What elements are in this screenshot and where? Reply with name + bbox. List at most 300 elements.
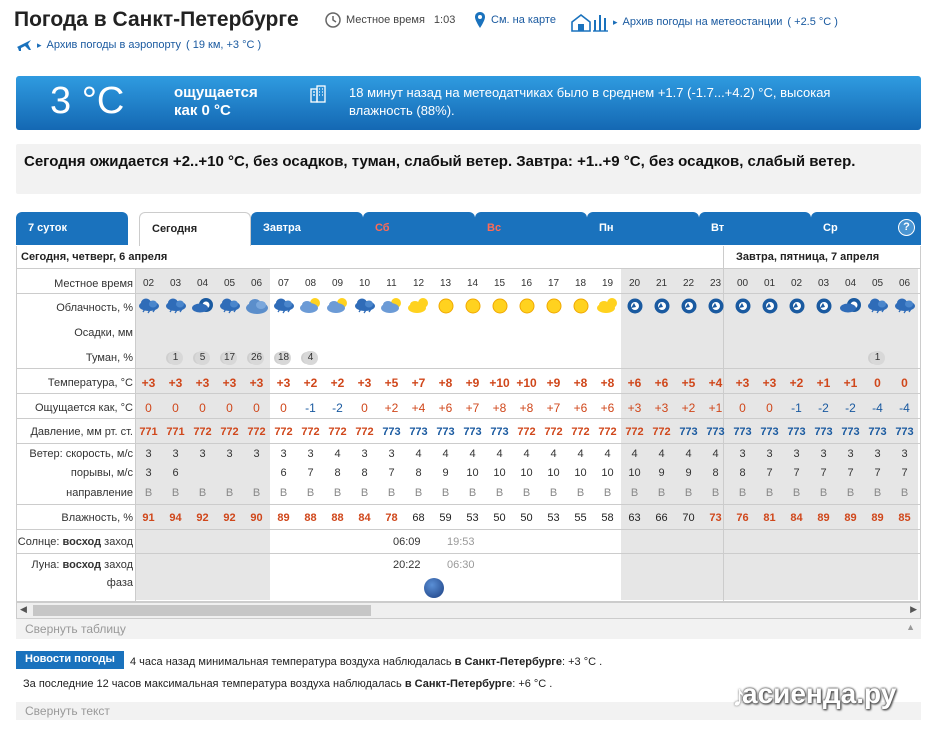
hour-cell: 06 (898, 278, 911, 289)
wind-speed-cell: 3 (766, 448, 773, 460)
humidity-cell: 50 (493, 512, 506, 524)
pressure-cell: 773 (382, 426, 401, 438)
temperature-cell: +9 (546, 376, 561, 390)
pressure-cell: 773 (841, 426, 860, 438)
pressure-cell: 772 (544, 426, 563, 438)
gust-cell: 7 (874, 467, 881, 479)
humidity-cell: 84 (358, 512, 371, 524)
pressure-cell: 772 (355, 426, 374, 438)
row-label-moon (17, 559, 133, 571)
moon-icon (623, 296, 647, 316)
row-label-humidity: Влажность, % (61, 512, 133, 524)
pressure-cell: 772 (652, 426, 671, 438)
moon-icon (731, 296, 755, 316)
sun-rise-label: восход (62, 536, 102, 548)
feels-like-cell: +8 (492, 401, 507, 415)
hour-cell: 04 (196, 278, 209, 289)
wind-speed-cell: 3 (739, 448, 746, 460)
temperature-cell: +8 (600, 376, 615, 390)
tab-tomorrow[interactable] (251, 212, 363, 245)
feels-like-cell: 0 (172, 401, 179, 415)
wind-direction-cell: В (873, 487, 882, 499)
fog-value: 26 (250, 352, 263, 363)
temperature-cell: +2 (303, 376, 318, 390)
gust-cell: 10 (547, 467, 560, 479)
wind-direction-cell: В (657, 487, 666, 499)
hour-cell: 21 (655, 278, 668, 289)
sun-icon (542, 296, 566, 316)
wind-direction-cell: В (576, 487, 585, 499)
cloud-moon-icon (839, 296, 863, 316)
feels-like-cell: 0 (739, 401, 746, 415)
temperature-cell: +8 (573, 376, 588, 390)
pressure-cell: 773 (814, 426, 833, 438)
wind-direction-cell: В (468, 487, 477, 499)
cloud-moon-icon (191, 296, 215, 316)
tab-today[interactable] (139, 212, 251, 246)
row-label-feels: Ощущается как, °C (34, 402, 133, 414)
fog-value: 1 (168, 351, 183, 365)
wind-direction-cell: В (198, 487, 207, 499)
tab-tuesday[interactable] (699, 212, 811, 245)
feels-like-cell: -4 (899, 401, 910, 415)
humidity-cell: 89 (817, 512, 830, 524)
wind-speed-cell: 3 (226, 448, 233, 460)
humidity-cell: 85 (898, 512, 911, 524)
temperature-cell: +3 (735, 376, 750, 390)
temperature-cell: +9 (465, 376, 480, 390)
hour-cell: 23 (709, 278, 722, 289)
wind-direction-cell: В (495, 487, 504, 499)
temperature-cell: +10 (489, 376, 510, 390)
airplane-icon (16, 38, 32, 52)
pressure-cell: 773 (409, 426, 428, 438)
wind-direction-cell: В (522, 487, 531, 499)
tab-sunday[interactable] (475, 212, 587, 245)
hour-cell: 03 (169, 278, 182, 289)
temperature-cell: +6 (627, 376, 642, 390)
wind-direction-cell: В (846, 487, 855, 499)
feels-like-cell: -2 (818, 401, 829, 415)
hour-cell: 07 (277, 278, 290, 289)
wind-direction-cell: В (225, 487, 234, 499)
map-pin-icon (474, 12, 486, 28)
feels-like (174, 84, 258, 120)
station-archive-link[interactable]: Архив погоды на метеостанции (622, 16, 783, 28)
tab-label: Завтра (263, 222, 301, 234)
local-time (325, 12, 455, 28)
hour-cell: 05 (223, 278, 236, 289)
collapse-table-button[interactable] (16, 619, 921, 639)
news-text: 4 часа назад минимальная температура воздуха наблюдалась (130, 656, 452, 668)
scroll-thumb[interactable] (33, 605, 371, 616)
pressure-cell: 773 (868, 426, 887, 438)
wind-speed-cell: 3 (820, 448, 827, 460)
gust-cell: 10 (493, 467, 506, 479)
pressure-cell: 772 (598, 426, 617, 438)
gust-cell: 7 (766, 467, 773, 479)
feels-like-cell: -4 (872, 401, 883, 415)
feels-like-cell: 0 (199, 401, 206, 415)
wind-speed-cell: 3 (793, 448, 800, 460)
cloud-sun-icon (326, 296, 350, 316)
cloud-rain-icon (272, 296, 296, 316)
hour-cell: 12 (412, 278, 425, 289)
tab-label: Вс (487, 222, 502, 234)
moonrise-time: 20:22 (393, 559, 421, 571)
humidity-cell: 88 (304, 512, 317, 524)
gust-cell: 6 (172, 467, 179, 479)
news-city[interactable]: в Санкт-Петербурге (404, 678, 513, 690)
scroll-left-icon[interactable]: ◀ (20, 604, 27, 614)
hour-cell: 00 (736, 278, 749, 289)
row-divider (17, 504, 921, 505)
gust-cell: 7 (307, 467, 314, 479)
humidity-cell: 89 (277, 512, 290, 524)
wind-speed-cell: 3 (145, 448, 152, 460)
temperature-cell: +1 (816, 376, 831, 390)
hour-cell: 02 (790, 278, 803, 289)
temperature-cell: +7 (411, 376, 426, 390)
tab-wednesday[interactable] (811, 212, 921, 245)
row-label-phase: фаза (106, 577, 133, 589)
wind-direction-cell: В (549, 487, 558, 499)
moon-prefix: Луна: (31, 559, 63, 571)
fog-value: 17 (223, 352, 236, 363)
moonset-time: 06:30 (447, 559, 475, 571)
news-city[interactable]: в Санкт-Петербурге (454, 656, 562, 668)
row-label-gusts: порывы, м/с (70, 467, 133, 479)
temperature-cell: 0 (874, 376, 881, 390)
table-scrollbar[interactable] (16, 602, 921, 619)
gust-cell: 9 (685, 467, 692, 479)
airport-archive[interactable] (16, 38, 261, 52)
gust-cell: 10 (466, 467, 479, 479)
pressure-cell: 772 (274, 426, 293, 438)
moon-icon (677, 296, 701, 316)
humidity-cell: 89 (871, 512, 884, 524)
gust-cell: 8 (739, 467, 746, 479)
wind-speed-cell: 4 (631, 448, 638, 460)
sun-icon (515, 296, 539, 316)
wind-direction-cell: В (252, 487, 261, 499)
feels-like-cell: +4 (411, 401, 426, 415)
period-tabs (16, 212, 921, 246)
feels-like-cell: +1 (708, 401, 723, 415)
tab-label: Ср (823, 222, 838, 234)
humidity-cell: 76 (736, 512, 749, 524)
gust-cell: 8 (361, 467, 368, 479)
pressure-cell: 772 (220, 426, 239, 438)
temperature-cell: 0 (901, 376, 908, 390)
fog-value: 18 (277, 352, 290, 363)
news-tab[interactable]: Новости погоды (16, 651, 124, 669)
local-time-label: Местное время (346, 14, 425, 26)
gust-cell: 10 (574, 467, 587, 479)
wind-direction-cell: В (414, 487, 423, 499)
feels-like-cell: +2 (681, 401, 696, 415)
row-divider (17, 293, 921, 294)
row-divider (17, 418, 921, 419)
pressure-cell: 772 (247, 426, 266, 438)
row-label-sun (17, 536, 133, 548)
sunset-time: 19:53 (447, 536, 475, 548)
watermark-logo-icon: ♪ (732, 680, 747, 713)
fog-cell (864, 351, 891, 365)
feels-like-cell: -2 (845, 401, 856, 415)
wind-speed-cell: 3 (307, 448, 314, 460)
humidity-cell: 88 (331, 512, 344, 524)
moon-icon (758, 296, 782, 316)
gust-cell: 10 (520, 467, 533, 479)
gust-cell: 6 (280, 467, 287, 479)
airport-archive-link[interactable]: Архив погоды в аэропорту (46, 39, 181, 51)
temperature-cell: +10 (516, 376, 537, 390)
moon-icon (785, 296, 809, 316)
feels-like-cell: +6 (438, 401, 453, 415)
pressure-cell: 773 (463, 426, 482, 438)
arrow-right-icon: ▸ (37, 39, 42, 50)
news-text: За последние 12 часов максимальная температура воздуха наблюдалась (23, 678, 402, 690)
humidity-cell: 84 (790, 512, 803, 524)
hour-cell: 01 (763, 278, 776, 289)
humidity-cell: 73 (709, 512, 722, 524)
wind-speed-cell: 3 (388, 448, 395, 460)
hour-cell: 09 (331, 278, 344, 289)
wind-direction-cell: В (333, 487, 342, 499)
humidity-cell: 94 (169, 512, 182, 524)
day-label-tomorrow: Завтра, пятница, 7 апреля (736, 251, 880, 263)
pressure-cell: 773 (733, 426, 752, 438)
moon-phase-icon (424, 578, 444, 598)
scroll-right-icon[interactable]: ▶ (910, 604, 917, 614)
pressure-cell: 773 (436, 426, 455, 438)
pressure-cell: 773 (679, 426, 698, 438)
map-link-label[interactable]: См. на карте (491, 14, 556, 26)
tab-label: Сегодня (152, 223, 198, 235)
wind-direction-cell: В (900, 487, 909, 499)
temperature-cell: +3 (141, 376, 156, 390)
temperature-cell: +4 (708, 376, 723, 390)
pressure-cell: 771 (166, 426, 185, 438)
wind-speed-cell: 3 (361, 448, 368, 460)
cloud-rain-icon (218, 296, 242, 316)
wind-direction-cell: В (684, 487, 693, 499)
wind-direction-cell: В (144, 487, 153, 499)
feels-like-cell: +6 (573, 401, 588, 415)
current-weather-panel (16, 76, 921, 130)
pressure-cell: 773 (895, 426, 914, 438)
news-value: : +3 °C . (562, 656, 603, 668)
cloud-rain-icon (353, 296, 377, 316)
wind-speed-cell: 4 (415, 448, 422, 460)
wind-speed-cell: 4 (469, 448, 476, 460)
building-icon (309, 85, 327, 108)
temperature-cell: +3 (249, 376, 264, 390)
humidity-cell: 89 (844, 512, 857, 524)
wind-speed-cell: 4 (334, 448, 341, 460)
pressure-cell: 772 (571, 426, 590, 438)
wind-speed-cell: 4 (658, 448, 665, 460)
gust-cell: 3 (145, 467, 152, 479)
hour-cell: 04 (844, 278, 857, 289)
tab-7-days[interactable] (16, 212, 128, 245)
moon-icon (812, 296, 836, 316)
humidity-cell: 53 (547, 512, 560, 524)
gust-cell: 7 (820, 467, 827, 479)
gust-cell: 7 (847, 467, 854, 479)
hour-cell: 15 (493, 278, 506, 289)
row-divider (17, 368, 921, 369)
temperature-cell: +3 (276, 376, 291, 390)
wind-speed-cell: 4 (712, 448, 719, 460)
day-label-today: Сегодня, четверг, 6 апреля (21, 251, 168, 263)
wind-direction-cell: В (819, 487, 828, 499)
help-icon[interactable]: ? (898, 219, 915, 236)
wind-direction-cell: В (711, 487, 720, 499)
humidity-cell: 59 (439, 512, 452, 524)
wind-direction-cell: В (630, 487, 639, 499)
humidity-cell: 78 (385, 512, 398, 524)
pressure-cell: 771 (139, 426, 158, 438)
hour-cell: 10 (358, 278, 371, 289)
pressure-cell: 772 (301, 426, 320, 438)
humidity-cell: 63 (628, 512, 641, 524)
gust-cell: 9 (442, 467, 449, 479)
hour-cell: 05 (871, 278, 884, 289)
sun-icon (434, 296, 458, 316)
humidity-cell: 92 (223, 512, 236, 524)
wind-speed-cell: 4 (523, 448, 530, 460)
wind-speed-cell: 3 (847, 448, 854, 460)
gust-cell: 10 (601, 467, 614, 479)
watermark: асиенда.ру (742, 678, 897, 709)
current-message: 18 минут назад на метеодатчиках было в среднем +1.7 (-1.7...+4.2) °C, высокая влажность (88%). (349, 85, 831, 118)
gust-cell: 10 (628, 467, 641, 479)
humidity-cell: 81 (763, 512, 776, 524)
tab-saturday[interactable] (363, 212, 475, 245)
feels-like-cell: +3 (627, 401, 642, 415)
hour-cell: 13 (439, 278, 452, 289)
wind-direction-cell: В (792, 487, 801, 499)
tab-label: Пн (599, 222, 614, 234)
feels-line2: как 0 °C (174, 102, 231, 119)
pressure-cell: 773 (760, 426, 779, 438)
wind-speed-cell: 3 (172, 448, 179, 460)
fog-cell (270, 351, 297, 365)
row-label-wind: Ветер: скорость, м/с (29, 448, 133, 460)
wind-direction-cell: В (360, 487, 369, 499)
news-value: : +6 °C . (512, 678, 553, 690)
hour-cell: 19 (601, 278, 614, 289)
sun-prefix: Солнце: (17, 536, 63, 548)
wind-speed-cell: 4 (685, 448, 692, 460)
hour-cell: 14 (466, 278, 479, 289)
row-label-time: Местное время (54, 278, 133, 290)
gust-cell: 7 (901, 467, 908, 479)
temperature-cell: +3 (222, 376, 237, 390)
cloud-rain-icon (893, 296, 917, 316)
hour-cell: 22 (682, 278, 695, 289)
sun-icon (407, 296, 431, 316)
wind-speed-cell: 3 (901, 448, 908, 460)
temperature-cell: +5 (681, 376, 696, 390)
cloud-sun-icon (299, 296, 323, 316)
cloud-rain-icon (164, 296, 188, 316)
temperature-cell: +8 (438, 376, 453, 390)
feels-like-cell: +7 (465, 401, 480, 415)
wind-speed-cell: 3 (199, 448, 206, 460)
pressure-cell: 773 (490, 426, 509, 438)
temperature-cell: +3 (357, 376, 372, 390)
sun-icon (488, 296, 512, 316)
pressure-cell: 773 (787, 426, 806, 438)
fog-cell (162, 351, 189, 365)
local-time-value: 1:03 (433, 14, 456, 26)
fog-cell (243, 351, 270, 365)
row-divider (17, 443, 921, 444)
wind-speed-cell: 4 (577, 448, 584, 460)
sun-icon (569, 296, 593, 316)
feels-like-cell: +2 (384, 401, 399, 415)
pressure-cell: 772 (517, 426, 536, 438)
current-temperature: 3 °C (50, 80, 125, 122)
feels-like-cell: 0 (361, 401, 368, 415)
temperature-cell: +6 (654, 376, 669, 390)
row-divider (17, 268, 921, 269)
wind-speed-cell: 3 (874, 448, 881, 460)
feels-like-cell: -1 (791, 401, 802, 415)
page-title: Погода в Санкт-Петербурге (14, 8, 299, 31)
chevron-up-icon: ▲ (906, 622, 915, 632)
gust-cell: 8 (334, 467, 341, 479)
map-link[interactable] (474, 12, 556, 28)
humidity-cell: 53 (466, 512, 479, 524)
moon-rise-label: восход (62, 559, 102, 571)
gust-cell: 8 (415, 467, 422, 479)
temperature-cell: +3 (168, 376, 183, 390)
tab-label: Сб (375, 222, 390, 234)
wind-direction-cell: В (738, 487, 747, 499)
hour-cell: 17 (547, 278, 560, 289)
tab-monday[interactable] (587, 212, 699, 245)
moon-icon (650, 296, 674, 316)
humidity-cell: 68 (412, 512, 425, 524)
pressure-cell: 772 (193, 426, 212, 438)
gust-cell: 7 (793, 467, 800, 479)
moon-icon (704, 296, 728, 316)
wind-direction-cell: В (765, 487, 774, 499)
hour-cell: 18 (574, 278, 587, 289)
fog-value: 4 (303, 351, 318, 365)
cloud-rain-icon (866, 296, 890, 316)
feels-like-cell: 0 (766, 401, 773, 415)
feels-like-cell: -2 (332, 401, 343, 415)
station-archive[interactable] (570, 12, 838, 32)
humidity-cell: 58 (601, 512, 614, 524)
fog-cell (189, 351, 216, 365)
weather-station-icon (570, 12, 608, 32)
gust-cell: 8 (712, 467, 719, 479)
row-label-cloud: Облачность, % (56, 302, 133, 314)
feels-like-cell: +7 (546, 401, 561, 415)
feels-like-cell: +6 (600, 401, 615, 415)
sun-set-label: заход (101, 536, 133, 548)
news-item (23, 678, 552, 690)
row-label-direction: направление (66, 487, 133, 499)
clock-icon (325, 12, 341, 28)
row-divider (17, 553, 921, 554)
